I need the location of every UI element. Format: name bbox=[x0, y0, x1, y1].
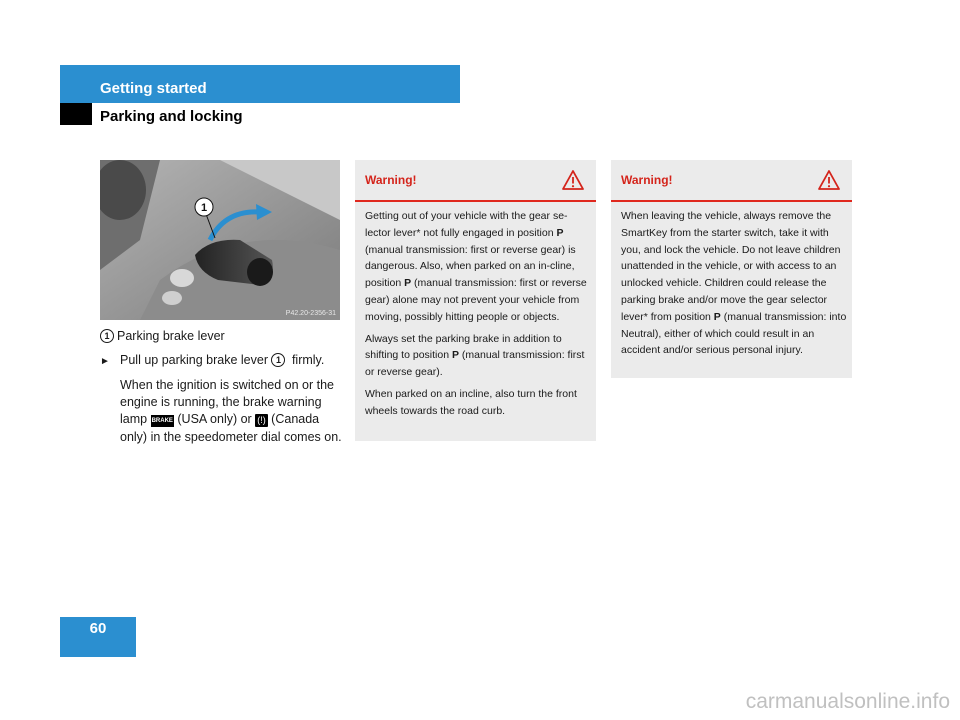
brake-lamp-usa-icon: BRAKE bbox=[151, 415, 174, 427]
watermark: carmanualsonline.info bbox=[745, 690, 950, 713]
caption-number: 1 bbox=[100, 329, 114, 343]
step-text-start: Pull up parking brake lever bbox=[120, 353, 272, 367]
parking-brake-photo bbox=[100, 160, 340, 320]
callout-1: 1 bbox=[200, 202, 208, 214]
text-run: When parked on an incline, also turn the front wheels towards the road curb. bbox=[365, 387, 577, 417]
text-run: (manual transmission: first or reverse gear) alone may not prevent your vehicle from moving, possibly hitting people or objects. bbox=[365, 277, 587, 323]
position-p: P bbox=[451, 349, 459, 362]
figure-code: P42.20-2356-31 bbox=[285, 310, 336, 317]
warning-title: Warning! bbox=[621, 173, 673, 187]
position-p: P bbox=[556, 226, 564, 239]
step-text-end: firmly. bbox=[288, 353, 325, 367]
figure-caption bbox=[100, 328, 345, 345]
position-p: P bbox=[713, 310, 721, 323]
instruction-body bbox=[120, 377, 348, 446]
section-title: Getting started bbox=[100, 80, 207, 97]
bullet-arrow-icon: ► bbox=[100, 356, 110, 367]
brake-lamp-canada-icon: (!) bbox=[257, 415, 266, 426]
text-run: (manual transmission: first or reverse gear). bbox=[365, 349, 585, 379]
text-run: When leaving the vehicle, always remove the SmartKey from the starter switch, take it with you, and lock the vehicle. Do not leave children unattended in the vehicle, or with access to an unlocked vehicle. Children could release the parking brake and/or move the gear selector lever* from position bbox=[621, 210, 841, 323]
warning-paragraph bbox=[621, 208, 849, 359]
text-run: Always set the parking brake in addition to shifting to position bbox=[365, 332, 562, 362]
warning-text bbox=[365, 208, 591, 425]
warning-header bbox=[611, 160, 852, 202]
position-p: P bbox=[404, 277, 412, 290]
warning-triangle-icon bbox=[818, 170, 840, 190]
warning-box-1 bbox=[355, 160, 596, 441]
page-number: 60 bbox=[89, 620, 107, 637]
warning-triangle-icon bbox=[562, 170, 584, 190]
step-number: 1 bbox=[271, 353, 285, 367]
page-subtitle: Parking and locking bbox=[100, 108, 243, 125]
warning-box-2 bbox=[611, 160, 852, 378]
warning-title: Warning! bbox=[365, 173, 417, 187]
body-text-3: (Canada only) in the speedometer dial comes on. bbox=[120, 412, 342, 444]
caption-text: Parking brake lever bbox=[117, 329, 225, 343]
instruction-step bbox=[100, 352, 350, 370]
warning-paragraph bbox=[365, 386, 591, 420]
warning-header bbox=[355, 160, 596, 202]
text-run: (manual transmission: into Neutral), either of which could result in an accident and/or serious personal injury. bbox=[621, 310, 847, 357]
warning-paragraph bbox=[365, 208, 591, 326]
section-tab-marker bbox=[60, 103, 92, 125]
warning-paragraph bbox=[365, 331, 591, 381]
text-run: Getting out of your vehicle with the gear se-lector lever* not fully engaged in position bbox=[365, 210, 568, 239]
warning-text bbox=[621, 208, 849, 364]
body-text-1: When the ignition is switched on or the engine is running, the brake warning lamp bbox=[120, 378, 335, 427]
text-run: (manual transmission: first or reverse gear) is dangerous. Also, when parked on an in-cline, position bbox=[365, 243, 576, 290]
body-text-2: (USA only) or bbox=[173, 412, 256, 427]
